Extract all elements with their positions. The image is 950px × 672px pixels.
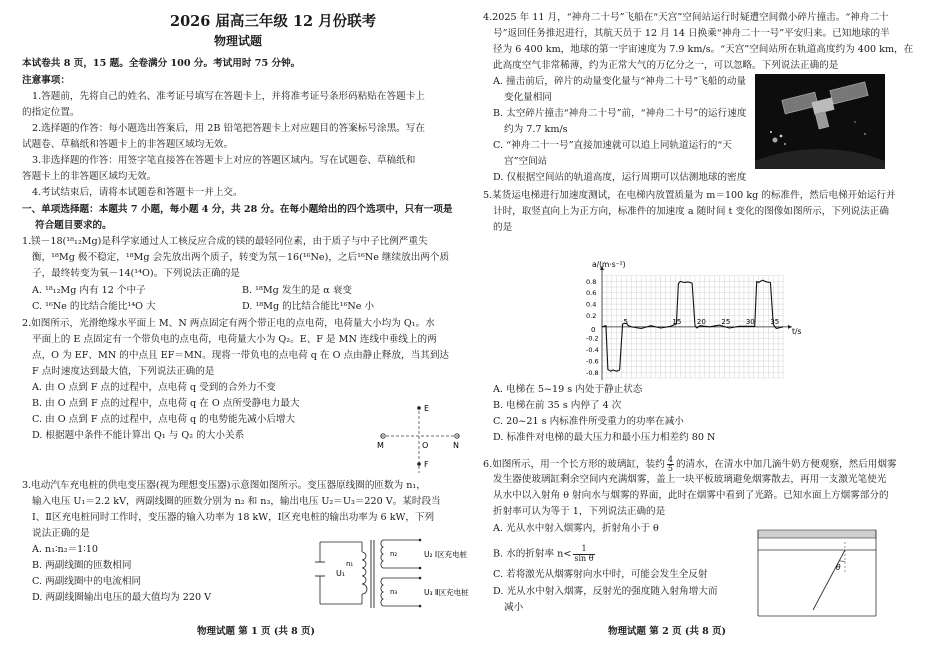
point-o-label: O [422, 441, 429, 450]
chart-y-axis-label: a/(m·s⁻²) [592, 260, 626, 269]
q4-stem: 4.2025 年 11 月，“神舟二十号”飞船在“天宫”空间站运行时疑遭空间微小碎片撞击。“神舟二十 [483, 12, 889, 23]
q6-stem: 从水中以入射角 θ 射向水与烟雾的界面，此时在烟雾中看到了光路。已知水面上方烟雾部分的 [493, 490, 889, 501]
point-e-label: E [424, 404, 430, 413]
q3-stem: Ⅰ、Ⅱ区充电桩同时工作时，变压器的输入功率为 18 kW，Ⅰ区充电桩的输出功率为 6 kW，下列 [32, 512, 435, 523]
theta-label: θ [836, 563, 841, 572]
q5-option-c: C. 20~21 s 内标准件所受重力的功率在减小 [493, 416, 684, 427]
q6-option-c: C. 若将激光从烟雾射向水中时，可能会发生全反射 [493, 569, 708, 580]
x-tick-label: 30 [745, 317, 755, 326]
q2-stem: 平面上的 E 点固定有一个带负电的点电荷，电荷量大小为 Q₂。E、F 是 MN 连线中垂线上的两 [32, 334, 437, 345]
chart-origin-label: 0 [591, 326, 596, 334]
x-tick-label: 15 [672, 317, 682, 326]
q6-option-d-cont: 减小 [504, 602, 524, 613]
chart-series [602, 280, 783, 371]
q4-option-a-cont: 变化量相同 [504, 92, 552, 103]
space-station-photo [755, 74, 885, 169]
note-line: 2.选择题的作答：每小题选出答案后，用 2B 铅笔把答题卡上对应题目的答案标号涂黑。写在 [32, 123, 425, 134]
x-tick-label: 20 [696, 317, 706, 326]
u1-label: U₁ [336, 569, 346, 578]
page-footer-right: 物理试题 第 2 页 (共 8 页) [608, 626, 727, 637]
n1-label: n₁ [346, 560, 354, 568]
q1-option-a: A. ¹⁸₁₂Mg 内有 12 个中子 [32, 285, 146, 296]
q1-stem: 子，最终转变为氧－14(¹⁴O)。下列说法正确的是 [32, 268, 240, 279]
x-tick-label: 5 [623, 317, 628, 326]
page-footer-left: 物理试题 第 1 页 (共 8 页) [197, 626, 316, 637]
page-2 [483, 0, 933, 672]
q5-option-d: D. 标准件对电梯的最大压力和最小压力相差约 80 N [493, 432, 716, 443]
point-m-label: M [377, 441, 384, 450]
q6-option-b-num: 1 [573, 545, 594, 555]
q6-stem-part2: 的清水，在清水中加几滴牛奶方便观察，然后用烟雾 [675, 459, 897, 470]
q6-option-b-den: sin θ [574, 553, 594, 563]
q6-option-b [493, 545, 595, 563]
q1-option-c: C. ¹⁶Ne 的比结合能比¹⁴O 大 [32, 301, 156, 312]
note-line: 4.考试结束后，请将本试题卷和答题卡一并上交。 [32, 187, 243, 198]
q5-option-b: B. 电梯在前 35 s 内停了 4 次 [493, 400, 622, 411]
note-line: 3.非选择题的作答：用签字笔直接答在答题卡上对应的答题区域内。写在试题卷、草稿纸和 [32, 155, 416, 166]
q6-fraction-num: 4 [667, 455, 673, 464]
q4-stem: 此高度空气非常稀薄，约为正常大气的万亿分之一，可以忽略。下列说法正确的是 [493, 60, 839, 71]
q6-fraction [667, 456, 674, 473]
note-line: 试题卷、草稿纸和答题卡上的非答题区域均无效。 [22, 139, 234, 150]
u2-label: U₂ Ⅰ区充电桩 [424, 550, 468, 559]
point-n-label: N [453, 441, 459, 450]
q4-option-b: B. 太空碎片撞击“神舟二十号”前，“神舟二十号”的运行速度 [493, 108, 747, 119]
section-heading-cont: 符合题目要求的。 [35, 220, 112, 231]
q3-option-c: C. 两副线圈中的电流相同 [32, 576, 142, 587]
note-line: 答题卡上的非答题区域均无效。 [22, 171, 157, 182]
q3-option-b: B. 两副线圈的匝数相同 [32, 560, 132, 571]
page-1 [22, 0, 472, 672]
q4-stem: 径为 6 400 km，地球的第一宇宙速度为 7.9 km/s。“天宫”空间站所在轨道高度约为 400 km，在 [493, 44, 914, 55]
q2-stem: 2.如图所示，光滑绝缘水平面上 M、N 两点固定有两个带正电的点电荷，电荷量大小均为 Q₁。水 [22, 318, 435, 329]
q4-option-a: A. 撞击前后，碎片的动量变化量与“神舟二十号”飞船的动量 [493, 76, 747, 87]
q2-stem: 点，O 为 EF、MN 的中点且 EF＝MN。现将一带负电的点电荷 q 在 O 点由静止释放，当其到达 [32, 350, 450, 361]
q5-stem: 5.某货运电梯进行加速度测试，在电梯内放置质量为 m＝100 kg 的标准件，然后电梯开始运行并 [483, 190, 896, 201]
y-tick-label: -0.4 [586, 346, 599, 355]
x-tick-label: 35 [770, 317, 780, 326]
acceleration-series-line [602, 280, 783, 371]
q3-stem: 输入电压 U₁＝2.2 kV，两副线圈的匝数分别为 n₂ 和 n₃，输出电压 U₂＝U₃＝220 V。某时段当 [32, 496, 441, 507]
q6-option-a: A. 光从水中射入烟雾内，折射角小于 θ [493, 523, 659, 534]
exam-info: 本试卷共 8 页，15 题。全卷满分 100 分。考试用时 75 分钟。 [22, 58, 301, 69]
y-tick-label: 0.8 [586, 277, 597, 286]
n3-label: n₃ [390, 588, 398, 596]
u3-label: U₃ Ⅱ区充电桩 [424, 588, 469, 597]
exam-subtitle: 物理试题 [214, 34, 263, 48]
q3-transformer-figure [310, 532, 472, 616]
y-tick-label: 0.6 [586, 289, 597, 298]
y-tick-label: -0.6 [586, 357, 599, 366]
q2-option-a: A. 由 O 点到 F 点的过程中，点电荷 q 受到的合外力不变 [32, 382, 276, 393]
q5-stem: 计时，取竖直向上为正方向，标准件的加速度 a 随时间 t 变化的图像如图所示，下列说法正确 [493, 206, 889, 217]
q2-option-c: C. 由 O 点到 F 点的过程中，点电荷 q 的电势能先减小后增大 [32, 414, 296, 425]
q5-stem: 的是 [493, 222, 513, 233]
q1-stem: 1.镁－18(¹⁸₁₂Mg)是科学家通过人工核反应合成的镁的最轻同位素，由于质子与中子比例严重失 [22, 236, 428, 247]
y-tick-label: 0.2 [586, 311, 597, 320]
q6-option-d: D. 光从水中射入烟雾，反射光的强度随入射角增大而 [493, 586, 718, 597]
point-f-label: F [424, 460, 429, 469]
q2-stem: F 点时速度达到最大值，下列说法正确的是 [32, 366, 215, 377]
q5-option-a: A. 电梯在 5~19 s 内处于静止状态 [493, 384, 643, 395]
y-tick-label: -0.2 [586, 334, 599, 343]
exam-title: 2026 届高三年级 12 月份联考 [170, 13, 377, 30]
q3-option-d: D. 两副线圈输出电压的最大值均为 220 V [32, 592, 212, 603]
q3-stem: 说法正确的是 [32, 528, 90, 539]
q6-stem [483, 456, 897, 473]
q6-stem-part1: 6.如图所示，用一个长方形的玻璃缸，装约 [483, 459, 665, 470]
q2-figure [367, 398, 472, 480]
q4-stem: 号”返回任务推迟进行，其航天员于 12 月 14 日换乘“神舟二十一号”平安归来。已知地球的半 [493, 28, 890, 39]
note-line: 1.答题前，先将自己的姓名、准考证号填写在答题卡上，并将准考证号条形码粘贴在答题卡上 [32, 91, 425, 102]
y-tick-label: 0.4 [586, 300, 597, 309]
q6-tank-figure [753, 528, 885, 618]
q3-option-a: A. n₁∶n₂＝1∶10 [32, 544, 98, 555]
x-tick-label: 25 [721, 317, 731, 326]
q1-option-d: D. ¹⁸Mg 的比结合能比¹⁶Ne 小 [242, 301, 375, 312]
note-line: 的指定位置。 [22, 107, 80, 118]
y-tick-label: -0.8 [586, 368, 599, 377]
q4-option-b-cont: 约为 7.7 km/s [504, 124, 568, 135]
q2-option-b: B. 由 O 点到 F 点的过程中，点电荷 q 在 O 点所受静电力最大 [32, 398, 300, 409]
q6-stem: 折射率可认为等于 1，下列说法正确的是 [493, 506, 666, 517]
q6-option-b-text: B. 水的折射率 n< [493, 548, 572, 560]
acceleration-time-chart [578, 256, 808, 384]
q3-stem: 3.电动汽车充电桩的供电变压器(视为理想变压器)示意图如图所示。变压器原线圈的匝数为 n₁， [22, 480, 426, 491]
q4-option-d: D. 仅根据空间站的轨道高度，运行周期可以估测地球的密度 [493, 172, 747, 183]
q1-option-b: B. ¹⁸Mg 发生的是 α 衰变 [242, 285, 352, 296]
q2-option-d: D. 根据题中条件不能计算出 Q₁ 与 Q₂ 的大小关系 [32, 430, 245, 441]
chart-x-axis-label: t/s [792, 327, 802, 336]
n2-label: n₂ [390, 550, 398, 558]
q4-option-c-cont: 宫”空间站 [504, 156, 548, 167]
q1-stem: 衡，¹⁸Mg 极不稳定，¹⁸Mg 会先放出两个质子，转变为氖－16(¹⁶Ne)，之后¹⁶Ne 继续放出两个质 [32, 252, 450, 263]
q4-option-c: C. “神舟二十一号”直接加速就可以追上同轨道运行的“天 [493, 140, 732, 151]
section-heading: 一、单项选择题：本题共 7 小题，每小题 4 分，共 28 分。在每小题给出的四个选项中，只有一项是 [22, 204, 453, 215]
q6-fraction-den: 5 [667, 464, 673, 473]
q6-option-b-fraction [573, 545, 594, 563]
q6-stem: 发生器使玻璃缸剩余空间内充满烟雾，盖上一块平板玻璃避免烟雾散去，再用一支激光笔使光 [493, 474, 887, 485]
notes-heading: 注意事项： [22, 75, 70, 86]
